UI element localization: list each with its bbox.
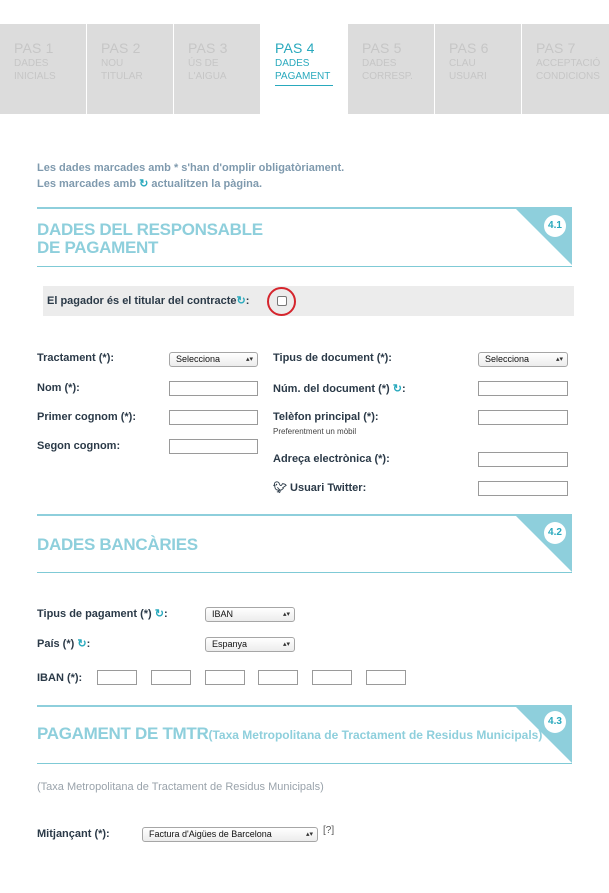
- iban-label: IBAN (*):: [37, 672, 83, 684]
- tipus-pagament-select[interactable]: [205, 607, 295, 622]
- mitjancant-label: Mitjançant (*):: [37, 828, 110, 840]
- iban-part-1-input[interactable]: [97, 670, 137, 685]
- note-line2-post: actualitzen la pàgina.: [151, 178, 263, 190]
- step-line2: L'AIGUA: [188, 71, 227, 82]
- step-line2: USUARI: [449, 71, 487, 82]
- step-title: PAS 4: [275, 40, 315, 56]
- tipus-document-label: Tipus de document (*):: [273, 352, 392, 364]
- refresh-icon: ↻: [236, 295, 246, 307]
- tractament-select[interactable]: [169, 352, 258, 367]
- step-line2: INICIALS: [14, 71, 56, 82]
- select-arrows-icon: ▴▾: [305, 831, 313, 838]
- step-line2: TITULAR: [101, 71, 143, 82]
- section-corner-triangle: [516, 516, 572, 572]
- step-title: PAS 7: [536, 40, 576, 56]
- primer-cognom-label: Primer cognom (*):: [37, 411, 137, 423]
- num-document-input[interactable]: [478, 381, 568, 396]
- section-badge: 4.3: [544, 711, 566, 733]
- tipus-document-value: Selecciona: [485, 354, 530, 364]
- tipus-pagament-label: Tipus de pagament (*) ↻:: [37, 608, 168, 620]
- section-title: [37, 725, 572, 744]
- step-line2: CORRESP.: [362, 71, 413, 82]
- select-arrows-icon: ▴▾: [282, 611, 290, 618]
- note-line2: [37, 176, 344, 192]
- pais-value: Espanya: [212, 639, 248, 649]
- refresh-icon: ↻: [77, 638, 87, 650]
- email-label: Adreça electrònica (*):: [273, 453, 390, 465]
- step-6[interactable]: [435, 24, 521, 114]
- pais-select[interactable]: [205, 637, 295, 652]
- step-line1: ACCEPTACIÓ: [536, 58, 601, 69]
- step-line1: NOU: [101, 58, 124, 69]
- step-5[interactable]: [348, 24, 434, 114]
- section-badge: 4.1: [544, 215, 566, 237]
- step-line1: ÚS DE: [188, 58, 219, 69]
- email-input[interactable]: [478, 452, 568, 467]
- select-arrows-icon: ▴▾: [555, 356, 563, 363]
- step-2[interactable]: [87, 24, 173, 114]
- step-line1: CLAU: [449, 58, 476, 69]
- required-fields-note: [37, 160, 344, 192]
- refresh-icon: ↻: [392, 383, 403, 395]
- tractament-label: Tractament (*):: [37, 352, 115, 364]
- segon-cognom-label: Segon cognom:: [37, 440, 121, 452]
- twitter-input[interactable]: [478, 481, 568, 496]
- step-3[interactable]: [174, 24, 260, 114]
- segon-cognom-input[interactable]: [169, 439, 258, 454]
- twitter-label: 🐦︎ Usuari Twitter:: [273, 482, 367, 494]
- section-title-line1: DADES DEL RESPONSABLE: [37, 220, 263, 239]
- step-title: PAS 6: [449, 40, 489, 56]
- step-title: PAS 3: [188, 40, 228, 56]
- telefon-label: Telèfon principal (*):: [273, 411, 379, 423]
- twitter-bird-icon: 🐦︎: [273, 482, 287, 494]
- refresh-icon: ↻: [139, 178, 149, 190]
- nom-label: Nom (*):: [37, 382, 80, 394]
- iban-part-3-input[interactable]: [205, 670, 245, 685]
- payer-label: El pagador és el titular del contracte↻:: [47, 295, 250, 307]
- refresh-icon: ↻: [154, 608, 164, 620]
- telefon-hint: Preferentment un mòbil: [273, 427, 357, 436]
- select-arrows-icon: ▴▾: [245, 356, 253, 363]
- select-arrows-icon: ▴▾: [282, 641, 290, 648]
- primer-cognom-input[interactable]: [169, 410, 258, 425]
- iban-part-4-input[interactable]: [258, 670, 298, 685]
- step-line1: DADES: [275, 58, 310, 69]
- step-line1: DADES: [14, 58, 49, 69]
- telefon-input[interactable]: [478, 410, 568, 425]
- mitjancant-select[interactable]: [142, 827, 318, 842]
- step-1[interactable]: [0, 24, 86, 114]
- tipus-pagament-value: IBAN: [212, 609, 234, 619]
- steps-bar: [0, 24, 609, 114]
- iban-part-5-input[interactable]: [312, 670, 352, 685]
- section-title: [37, 221, 572, 257]
- mitjancant-value: Factura d'Aigües de Barcelona: [149, 829, 272, 839]
- section-badge: 4.2: [544, 522, 566, 544]
- payer-row: [43, 286, 574, 316]
- section-title-main: PAGAMENT DE TMTR: [37, 724, 209, 743]
- nom-input[interactable]: [169, 381, 258, 396]
- step-line1: DADES: [362, 58, 397, 69]
- step-7[interactable]: [522, 24, 609, 114]
- section-title: DADES BANCÀRIES: [37, 535, 198, 554]
- help-link[interactable]: [?]: [323, 825, 335, 836]
- tmtr-description: (Taxa Metropolitana de Tractament de Residus Municipals): [37, 781, 324, 793]
- section-tmtr-header: [37, 705, 572, 764]
- section-responsable-header: [37, 207, 572, 267]
- step-line2: PAGAMENT: [275, 71, 331, 82]
- tipus-document-select[interactable]: [478, 352, 568, 367]
- step-title: PAS 2: [101, 40, 141, 56]
- section-bancaries-header: [37, 514, 572, 573]
- num-document-label: Núm. del document (*) ↻:: [273, 383, 406, 395]
- section-title-sub: (Taxa Metropolitana de Tractament de Residus Municipals): [208, 728, 543, 742]
- step-4-active[interactable]: [261, 24, 347, 114]
- note-line2-pre: Les marcades amb: [37, 178, 137, 190]
- pais-label: País (*) ↻:: [37, 638, 91, 650]
- highlight-circle: [267, 287, 296, 316]
- section-title-line2: DE PAGAMENT: [37, 238, 159, 257]
- active-step-underline: [275, 85, 333, 86]
- step-title: PAS 1: [14, 40, 54, 56]
- iban-part-6-input[interactable]: [366, 670, 406, 685]
- tractament-value: Selecciona: [176, 354, 221, 364]
- step-title: PAS 5: [362, 40, 402, 56]
- note-line1: Les dades marcades amb * s'han d'omplir obligatòriament.: [37, 162, 345, 174]
- section-corner-triangle: [516, 209, 572, 265]
- step-line2: CONDICIONS: [536, 71, 600, 82]
- iban-part-2-input[interactable]: [151, 670, 191, 685]
